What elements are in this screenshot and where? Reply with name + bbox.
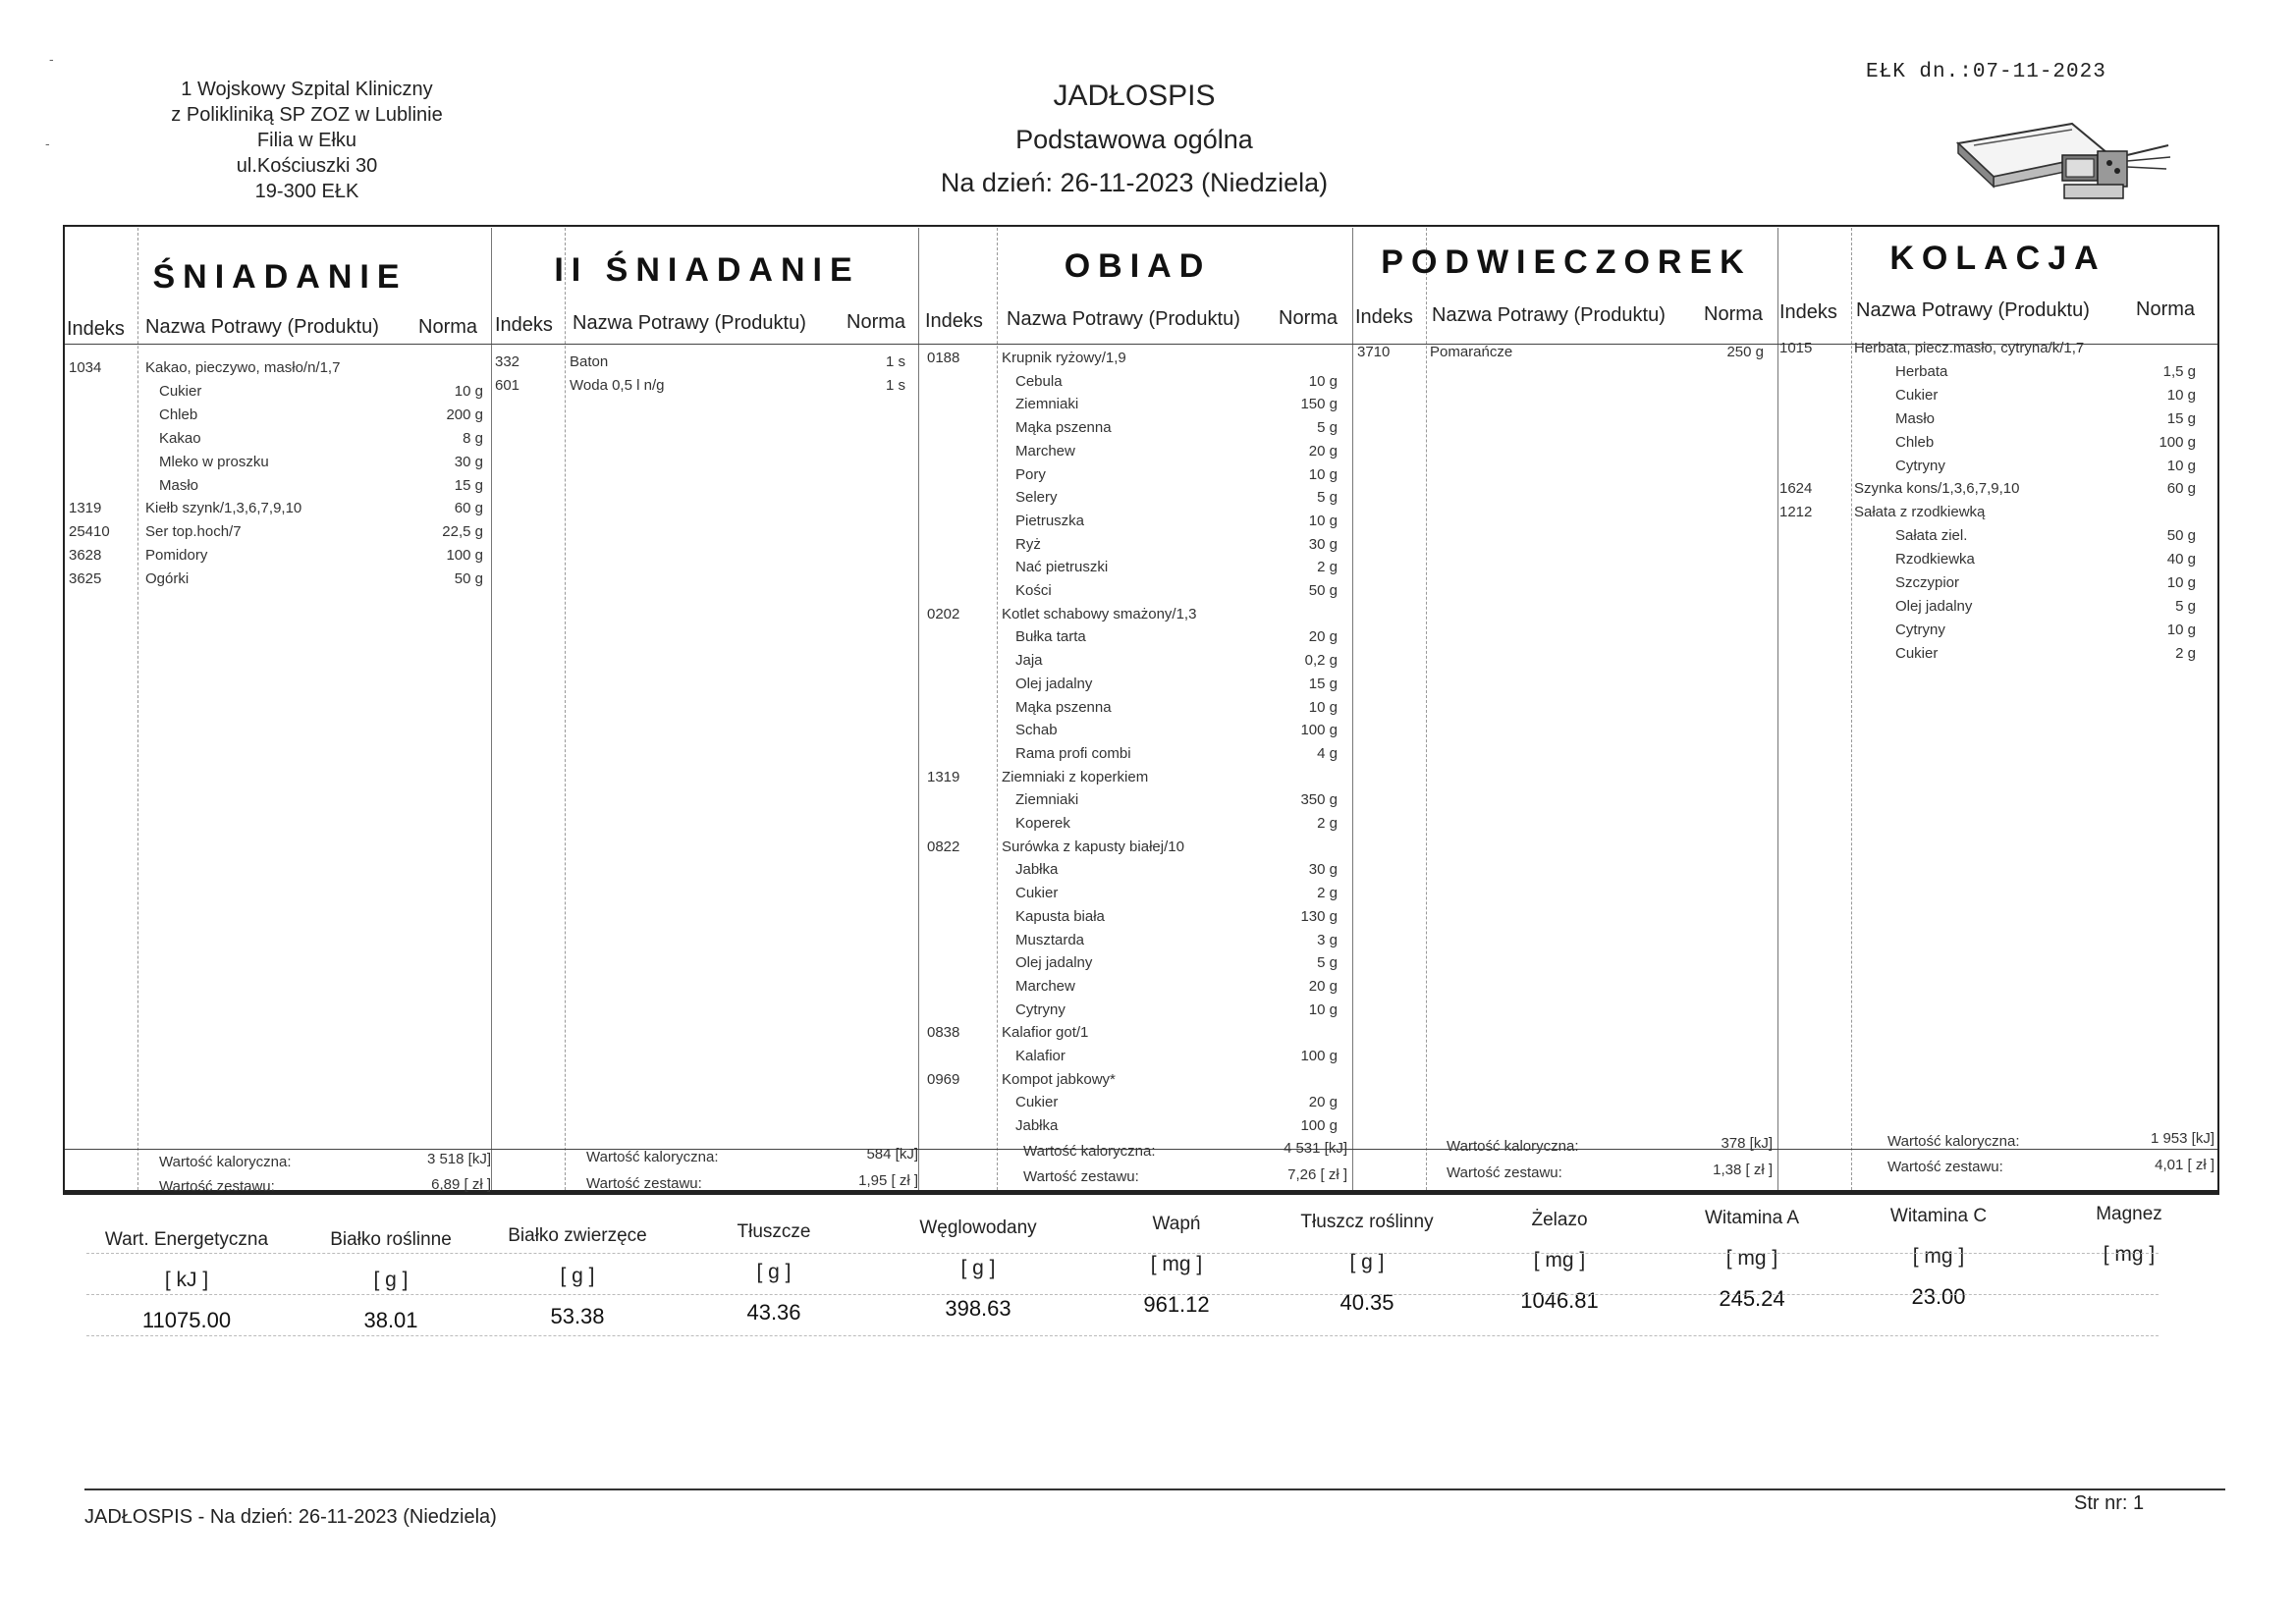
item-norma: 15 g bbox=[2166, 409, 2196, 427]
item-norma: 10 g bbox=[2166, 457, 2196, 474]
item-norma: 20 g bbox=[1308, 628, 1338, 646]
document-title: JADŁOSPIS bbox=[1053, 80, 1216, 112]
menu-table-bottom-border bbox=[63, 1192, 2219, 1195]
menu-item-row bbox=[927, 394, 1338, 415]
col-index: Indeks bbox=[1779, 301, 1837, 323]
item-index: 0822 bbox=[927, 838, 960, 855]
footer-rule bbox=[84, 1488, 2225, 1490]
col-index: Indeks bbox=[925, 310, 983, 332]
kcal-label: Wartość kaloryczna: bbox=[159, 1154, 292, 1170]
dish-name: Kalafior got/1 bbox=[1002, 1024, 1089, 1042]
ingredient-name: Olej jadalny bbox=[1015, 954, 1093, 972]
item-norma: 30 g bbox=[1308, 535, 1338, 553]
item-norma: 5 g bbox=[1317, 954, 1338, 972]
col-name: Nazwa Potrawy (Produktu) bbox=[1856, 299, 2090, 321]
menu-item-row bbox=[927, 906, 1338, 928]
nutrient-value: 23.00 bbox=[1911, 1284, 1966, 1309]
menu-item-row bbox=[927, 674, 1338, 695]
nutrient-unit: [ g ] bbox=[560, 1265, 595, 1287]
meal-title-ii-sniadanie: II ŚNIADANIE bbox=[554, 251, 860, 289]
col-norma: Norma bbox=[1704, 303, 1764, 325]
menu-item-row bbox=[1779, 620, 2196, 641]
nutrient-label: Wapń bbox=[1152, 1214, 1201, 1234]
item-norma: 350 g bbox=[1300, 791, 1338, 809]
issue-date: EŁK dn.:07-11-2023 bbox=[1866, 61, 2106, 83]
menu-item-row bbox=[927, 557, 1338, 578]
kcal-label: Wartość kaloryczna: bbox=[1023, 1143, 1156, 1160]
hospital-address bbox=[133, 77, 481, 204]
dish-name: Kiełb szynk/1,3,6,7,9,10 bbox=[145, 500, 302, 517]
col-norma: Norma bbox=[418, 316, 478, 338]
item-norma: 5 g bbox=[1317, 419, 1338, 437]
item-index: 25410 bbox=[69, 523, 110, 541]
menu-item-row bbox=[1779, 643, 2196, 665]
kcal-value: 4 531 [kJ] bbox=[1283, 1140, 1347, 1157]
ingredient-name: Musztarda bbox=[1015, 931, 1085, 948]
item-norma: 8 g bbox=[463, 429, 483, 447]
item-norma: 15 g bbox=[1308, 675, 1338, 692]
item-norma: 130 g bbox=[1300, 907, 1338, 925]
menu-item-row bbox=[927, 789, 1338, 811]
col-norma: Norma bbox=[2136, 298, 2196, 320]
item-index: 1034 bbox=[69, 359, 102, 376]
nutrient-value: 38.01 bbox=[363, 1308, 418, 1332]
nutrient-unit: [ mg ] bbox=[1533, 1249, 1586, 1271]
nutrient-unit: [ mg ] bbox=[1725, 1247, 1778, 1270]
menu-item-row bbox=[927, 952, 1338, 974]
menu-item-row bbox=[1779, 338, 2196, 359]
item-index: 1319 bbox=[927, 768, 960, 785]
menu-item-row bbox=[1779, 361, 2196, 383]
diet-name: Podstawowa ogólna bbox=[1015, 125, 1253, 154]
nutrient-value: 1046.81 bbox=[1520, 1288, 1599, 1313]
ingredient-name: Cytryny bbox=[1895, 457, 1945, 474]
item-norma: 20 g bbox=[1308, 977, 1338, 995]
menu-item-row bbox=[927, 371, 1338, 393]
meal-title-sniadanie: ŚNIADANIE bbox=[152, 258, 408, 296]
dish-name: Herbata, piecz.masło, cytryna/k/1,7 bbox=[1854, 340, 2085, 356]
item-index: 601 bbox=[495, 376, 520, 394]
item-norma: 10 g bbox=[1308, 372, 1338, 390]
nutrient-label: Witamina A bbox=[1704, 1208, 1800, 1228]
item-index: 3625 bbox=[69, 570, 102, 588]
menu-item-row bbox=[495, 375, 905, 397]
ingredient-name: Pory bbox=[1015, 465, 1046, 483]
menu-item-row bbox=[1357, 342, 1764, 363]
ingredient-name: Cukier bbox=[1895, 644, 1939, 662]
menu-item-row bbox=[1779, 408, 2196, 430]
menu-item-row bbox=[927, 720, 1338, 741]
nutrient-label: Magnez bbox=[2096, 1204, 2162, 1224]
item-norma: 1 s bbox=[885, 376, 905, 394]
menu-item-row bbox=[927, 837, 1338, 858]
item-norma: 2 g bbox=[1317, 815, 1338, 832]
ingredient-name: Jaja bbox=[1015, 652, 1043, 670]
nutrient-value: 53.38 bbox=[550, 1304, 605, 1328]
kcal-value: 1 953 [kJ] bbox=[2150, 1130, 2214, 1147]
menu-item-row bbox=[927, 859, 1338, 881]
dish-name: Baton bbox=[570, 353, 609, 370]
nutrient-value: 961.12 bbox=[1143, 1292, 1210, 1317]
col-name: Nazwa Potrawy (Produktu) bbox=[145, 316, 379, 338]
item-norma: 60 g bbox=[454, 500, 483, 517]
nutrient-label: Tłuszcze bbox=[737, 1221, 811, 1242]
item-norma: 100 g bbox=[2159, 433, 2196, 451]
item-norma: 2 g bbox=[1317, 885, 1338, 902]
title-block bbox=[751, 75, 1517, 204]
item-norma: 100 g bbox=[1300, 1117, 1338, 1135]
ingredient-name: Cukier bbox=[159, 382, 202, 400]
col-index: Indeks bbox=[67, 318, 125, 340]
dish-name: Pomidory bbox=[145, 547, 208, 565]
item-index: 1212 bbox=[1779, 504, 1813, 521]
ingredient-name: Ryż bbox=[1015, 535, 1041, 553]
item-norma: 100 g bbox=[1300, 722, 1338, 739]
menu-item-row bbox=[69, 475, 483, 497]
menu-item-row bbox=[69, 545, 483, 567]
footer-title: JADŁOSPIS - Na dzień: 26-11-2023 (Niedziela) bbox=[84, 1506, 497, 1528]
nutrient-label: Białko zwierzęce bbox=[508, 1225, 647, 1246]
item-index: 0202 bbox=[927, 605, 960, 622]
menu-item-row bbox=[927, 1092, 1338, 1113]
nutrient-unit: [ g ] bbox=[756, 1261, 792, 1283]
item-norma: 15 g bbox=[454, 476, 483, 494]
nutrient-unit: [ kJ ] bbox=[164, 1269, 209, 1291]
ingredient-name: Marchew bbox=[1015, 977, 1075, 995]
nutrient-label: Węglowodany bbox=[919, 1217, 1037, 1238]
ingredient-name: Cytryny bbox=[1895, 621, 1945, 638]
ingredient-name: Bułka tarta bbox=[1015, 628, 1086, 646]
cost-label: Wartość zestawu: bbox=[159, 1178, 275, 1195]
dish-name: Krupnik ryżowy/1,9 bbox=[1002, 350, 1126, 366]
item-norma: 5 g bbox=[2175, 597, 2196, 615]
page-number: Str nr: 1 bbox=[2074, 1492, 2145, 1514]
menu-item-row bbox=[927, 604, 1338, 625]
ingredient-name: Chleb bbox=[159, 406, 198, 423]
menu-item-row bbox=[1779, 432, 2196, 454]
menu-item-row bbox=[927, 697, 1338, 719]
kcal-label: Wartość kaloryczna: bbox=[586, 1149, 719, 1165]
ingredient-name: Chleb bbox=[1895, 433, 1935, 451]
item-norma: 10 g bbox=[1308, 1001, 1338, 1018]
item-index: 1015 bbox=[1779, 340, 1813, 356]
item-index: 0838 bbox=[927, 1024, 960, 1042]
nutrient-label: Żelazo bbox=[1531, 1210, 1588, 1230]
col-index: Indeks bbox=[495, 314, 553, 336]
cost-value: 7,26 [ zł ] bbox=[1287, 1166, 1347, 1183]
col-index: Indeks bbox=[1355, 306, 1413, 328]
ingredient-name: Koperek bbox=[1015, 815, 1070, 832]
dish-name: Sałata z rzodkiewką bbox=[1854, 504, 1986, 521]
menu-item-row bbox=[927, 1069, 1338, 1091]
ingredient-name: Kapusta biała bbox=[1015, 907, 1105, 925]
item-norma: 40 g bbox=[2166, 551, 2196, 568]
meal-title-obiad: OBIAD bbox=[1064, 247, 1212, 285]
item-index: 1319 bbox=[69, 500, 102, 517]
item-norma: 1 s bbox=[885, 353, 905, 370]
inner-separator bbox=[1426, 228, 1427, 1190]
nutrient-unit: [ mg ] bbox=[1150, 1253, 1203, 1275]
item-norma: 60 g bbox=[2166, 480, 2196, 498]
item-norma: 10 g bbox=[1308, 465, 1338, 483]
cost-label: Wartość zestawu: bbox=[586, 1175, 702, 1192]
ingredient-name: Kakao bbox=[159, 429, 201, 447]
ingredient-name: Jabłka bbox=[1015, 861, 1059, 879]
ingredient-name: Cukier bbox=[1015, 1094, 1059, 1111]
hospital-line-2: z Polikliniką SP ZOZ w Lublinie bbox=[171, 104, 443, 126]
ingredient-name: Ziemniaki bbox=[1015, 396, 1079, 413]
ingredient-name: Masło bbox=[159, 476, 199, 494]
nutrient-unit: [ g ] bbox=[960, 1257, 996, 1279]
menu-item-row bbox=[927, 487, 1338, 509]
menu-item-row bbox=[495, 352, 905, 373]
cost-label: Wartość zestawu: bbox=[1887, 1159, 2003, 1175]
menu-item-row bbox=[927, 464, 1338, 486]
ingredient-name: Pietruszka bbox=[1015, 512, 1085, 529]
item-norma: 30 g bbox=[1308, 861, 1338, 879]
ingredient-name: Kalafior bbox=[1015, 1048, 1066, 1064]
item-norma: 100 g bbox=[446, 547, 483, 565]
ingredient-name: Cytryny bbox=[1015, 1001, 1066, 1018]
ingredient-name: Jabłka bbox=[1015, 1117, 1059, 1135]
col-name: Nazwa Potrawy (Produktu) bbox=[1007, 308, 1240, 330]
item-index: 0188 bbox=[927, 350, 960, 366]
dish-name: Pomarańcze bbox=[1430, 344, 1513, 360]
menu-item-row bbox=[1779, 525, 2196, 547]
ingredient-name: Cebula bbox=[1015, 372, 1063, 390]
menu-item-row bbox=[1779, 549, 2196, 570]
menu-item-row bbox=[1779, 596, 2196, 618]
nutrient-unit: [ g ] bbox=[1349, 1251, 1385, 1273]
menu-item-row bbox=[1779, 572, 2196, 594]
scan-mark-top: - bbox=[49, 51, 54, 67]
nutrient-unit: [ mg ] bbox=[1912, 1245, 1965, 1268]
kcal-value: 378 [kJ] bbox=[1721, 1135, 1773, 1152]
cost-label: Wartość zestawu: bbox=[1447, 1164, 1562, 1181]
ingredient-name: Herbata bbox=[1895, 362, 1948, 380]
ingredient-name: Mąka pszenna bbox=[1015, 698, 1112, 716]
kcal-label: Wartość kaloryczna: bbox=[1447, 1138, 1579, 1155]
dish-name: Ziemniaki z koperkiem bbox=[1002, 768, 1149, 785]
menu-item-row bbox=[927, 1022, 1338, 1044]
separator-4 bbox=[1777, 228, 1778, 1190]
ingredient-name: Rama profi combi bbox=[1015, 744, 1131, 762]
item-norma: 50 g bbox=[454, 570, 483, 588]
dish-name: Ser top.hoch/7 bbox=[145, 523, 242, 541]
menu-item-row bbox=[927, 348, 1338, 369]
col-norma: Norma bbox=[1279, 307, 1339, 329]
menu-item-row bbox=[927, 626, 1338, 648]
item-norma: 10 g bbox=[2166, 574, 2196, 591]
menu-item-row bbox=[927, 883, 1338, 904]
item-norma: 22,5 g bbox=[442, 523, 483, 541]
hospital-line-4: ul.Kościuszki 30 bbox=[236, 155, 378, 177]
col-norma: Norma bbox=[847, 311, 906, 333]
ingredient-name: Mąka pszenna bbox=[1015, 419, 1112, 437]
dish-name: Kompot jabkowy* bbox=[1002, 1070, 1116, 1088]
item-norma: 50 g bbox=[2166, 527, 2196, 545]
cost-value: 1,95 [ zł ] bbox=[858, 1172, 918, 1189]
item-norma: 200 g bbox=[446, 406, 483, 423]
ingredient-name: Olej jadalny bbox=[1015, 675, 1093, 692]
item-index: 0969 bbox=[927, 1070, 960, 1088]
menu-item-row bbox=[927, 580, 1338, 602]
menu-item-row bbox=[927, 743, 1338, 765]
ingredient-name: Masło bbox=[1895, 409, 1936, 427]
ingredient-name: Schab bbox=[1015, 722, 1058, 739]
item-norma: 10 g bbox=[1308, 512, 1338, 529]
cost-value: 4,01 [ zł ] bbox=[2155, 1157, 2214, 1173]
dish-name: Kakao, pieczywo, masło/n/1,7 bbox=[145, 359, 341, 376]
meal-title-kolacja: KOLACJA bbox=[1889, 240, 2106, 277]
item-index: 3628 bbox=[69, 547, 102, 565]
ingredient-name: Marchew bbox=[1015, 442, 1075, 460]
menu-item-row bbox=[927, 930, 1338, 951]
item-norma: 20 g bbox=[1308, 1094, 1338, 1111]
separator-2 bbox=[918, 228, 919, 1190]
ingredient-name: Ziemniaki bbox=[1015, 791, 1079, 809]
nutrient-value: 40.35 bbox=[1339, 1290, 1394, 1315]
item-norma: 1,5 g bbox=[2162, 362, 2196, 380]
menu-item-row bbox=[69, 521, 483, 543]
menu-item-row bbox=[1779, 502, 2196, 523]
item-norma: 2 g bbox=[1317, 559, 1338, 576]
nutrient-value: 11075.00 bbox=[141, 1308, 232, 1332]
menu-item-row bbox=[69, 452, 483, 473]
item-norma: 20 g bbox=[1308, 442, 1338, 460]
col-name: Nazwa Potrawy (Produktu) bbox=[1432, 304, 1666, 326]
nutrient-label: Tłuszcz roślinny bbox=[1300, 1212, 1434, 1232]
item-norma: 10 g bbox=[2166, 621, 2196, 638]
item-norma: 100 g bbox=[1300, 1048, 1338, 1064]
cost-value: 1,38 [ zł ] bbox=[1713, 1162, 1773, 1178]
nutrient-label: Witamina C bbox=[1889, 1206, 1988, 1226]
meal-title-podwieczorek: PODWIECZOREK bbox=[1381, 243, 1752, 281]
menu-item-row bbox=[1779, 478, 2196, 500]
cost-value: 6,89 [ zł ] bbox=[431, 1176, 491, 1193]
menu-item-row bbox=[69, 568, 483, 590]
item-norma: 2 g bbox=[2175, 644, 2196, 662]
item-norma: 3 g bbox=[1317, 931, 1338, 948]
dish-name: Szynka kons/1,3,6,7,9,10 bbox=[1854, 480, 2020, 498]
nutrient-unit: [ g ] bbox=[373, 1269, 409, 1291]
menu-item-row bbox=[927, 511, 1338, 532]
menu-item-row bbox=[927, 417, 1338, 439]
item-index: 1624 bbox=[1779, 480, 1813, 498]
scan-mark-mid: - bbox=[45, 135, 50, 151]
item-index: 3710 bbox=[1357, 344, 1391, 360]
ingredient-name: Szczypior bbox=[1895, 574, 1960, 591]
ingredient-name: Nać pietruszki bbox=[1015, 559, 1109, 576]
menu-item-row bbox=[927, 1046, 1338, 1067]
nutrition-rule bbox=[86, 1335, 2159, 1336]
hospital-line-3: Filia w Ełku bbox=[256, 130, 357, 151]
item-norma: 50 g bbox=[1308, 582, 1338, 599]
nutrient-unit: [ mg ] bbox=[2103, 1243, 2156, 1266]
ingredient-name: Sałata ziel. bbox=[1895, 527, 1968, 545]
kcal-value: 584 [kJ] bbox=[866, 1146, 918, 1163]
nutrition-rule bbox=[86, 1294, 2159, 1295]
menu-item-row bbox=[69, 381, 483, 403]
kcal-value: 3 518 [kJ] bbox=[426, 1151, 491, 1167]
dish-name: Woda 0,5 l n/g bbox=[570, 376, 665, 394]
item-norma: 10 g bbox=[454, 382, 483, 400]
dish-name: Ogórki bbox=[145, 570, 190, 588]
item-norma: 5 g bbox=[1317, 489, 1338, 507]
kcal-label: Wartość kaloryczna: bbox=[1887, 1133, 2020, 1150]
menu-item-row bbox=[927, 534, 1338, 556]
ingredient-name: Rzodkiewka bbox=[1895, 551, 1975, 568]
menu-item-row bbox=[69, 498, 483, 519]
item-norma: 150 g bbox=[1300, 396, 1338, 413]
ingredient-name: Selery bbox=[1015, 489, 1058, 507]
menu-item-row bbox=[69, 428, 483, 450]
ingredient-name: Olej jadalny bbox=[1895, 597, 1973, 615]
menu-item-row bbox=[69, 357, 483, 379]
hospital-line-1: 1 Wojskowy Szpital Kliniczny bbox=[181, 79, 433, 100]
ingredient-name: Cukier bbox=[1895, 386, 1939, 404]
menu-item-row bbox=[927, 976, 1338, 998]
nutrient-value: 43.36 bbox=[746, 1300, 801, 1325]
nutrient-value: 245.24 bbox=[1719, 1286, 1785, 1311]
menu-item-row bbox=[927, 441, 1338, 462]
computer-logo-icon bbox=[1954, 116, 2175, 204]
ingredient-name: Kości bbox=[1015, 582, 1052, 599]
item-norma: 4 g bbox=[1317, 744, 1338, 762]
item-norma: 0,2 g bbox=[1304, 652, 1338, 670]
dish-name: Kotlet schabowy smażony/1,3 bbox=[1002, 605, 1197, 622]
col-name: Nazwa Potrawy (Produktu) bbox=[573, 312, 806, 334]
separator-1 bbox=[491, 228, 492, 1190]
menu-date: Na dzień: 26-11-2023 (Niedziela) bbox=[940, 168, 1329, 197]
menu-item-row bbox=[927, 650, 1338, 672]
item-norma: 10 g bbox=[1308, 698, 1338, 716]
item-index: 332 bbox=[495, 353, 520, 370]
menu-item-row bbox=[1779, 385, 2196, 406]
menu-item-row bbox=[69, 405, 483, 426]
item-norma: 250 g bbox=[1726, 344, 1764, 360]
menu-item-row bbox=[927, 1000, 1338, 1021]
ingredient-name: Mleko w proszku bbox=[159, 453, 269, 470]
menu-item-row bbox=[927, 813, 1338, 835]
nutrient-label: Białko roślinne bbox=[330, 1229, 452, 1250]
menu-item-row bbox=[927, 1115, 1338, 1137]
nutrient-value: 398.63 bbox=[945, 1296, 1011, 1321]
menu-item-row bbox=[1779, 456, 2196, 477]
dish-name: Surówka z kapusty białej/10 bbox=[1002, 838, 1184, 855]
menu-item-row bbox=[927, 767, 1338, 788]
nutrition-rule bbox=[86, 1253, 2159, 1254]
ingredient-name: Cukier bbox=[1015, 885, 1059, 902]
item-norma: 30 g bbox=[454, 453, 483, 470]
cost-label: Wartość zestawu: bbox=[1023, 1168, 1139, 1185]
item-norma: 10 g bbox=[2166, 386, 2196, 404]
separator-3 bbox=[1352, 228, 1353, 1190]
hospital-line-5: 19-300 EŁK bbox=[254, 181, 359, 202]
nutrient-label: Wart. Energetyczna bbox=[104, 1229, 269, 1250]
